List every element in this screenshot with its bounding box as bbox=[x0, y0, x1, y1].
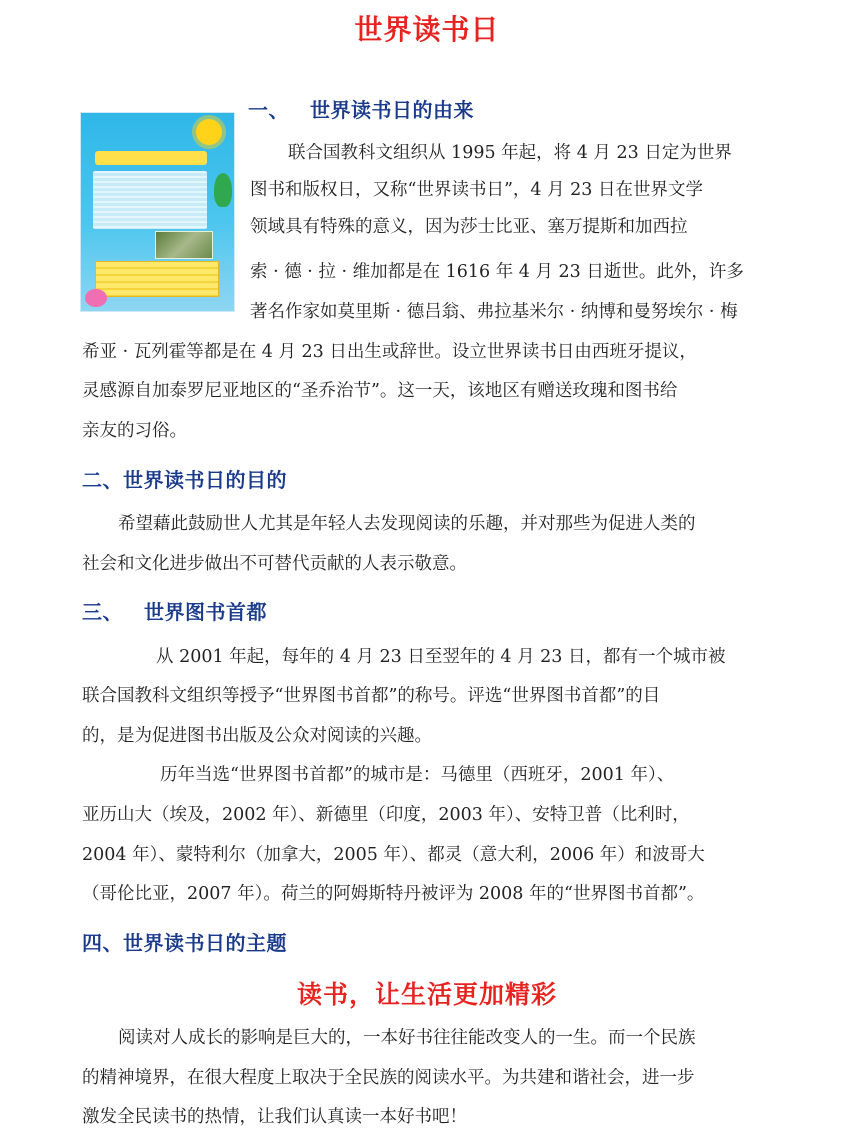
section-number: 一、 bbox=[248, 98, 289, 122]
poster-banner bbox=[95, 151, 207, 165]
paragraph-line: 领域具有特殊的意义，因为莎士比亚、塞万提斯和加西拉 bbox=[250, 217, 688, 237]
poster-text-block bbox=[93, 171, 207, 229]
poster-photo bbox=[155, 231, 213, 259]
section-heading-text: 世界读书日的由来 bbox=[310, 98, 474, 122]
theme-title: 读书，让生活更加精彩 bbox=[296, 980, 557, 1009]
section-heading-3 bbox=[82, 596, 267, 625]
poster-image bbox=[80, 112, 235, 312]
paragraph-line: 联合国教科文组织等授予“世界图书首都”的称号。评选“世界图书首都”的目 bbox=[82, 686, 661, 706]
section-heading-4 bbox=[82, 927, 287, 956]
section-number: 三、 bbox=[82, 600, 123, 624]
paragraph-line: 亲友的习俗。 bbox=[82, 421, 187, 441]
paragraph-line: 希望藉此鼓励世人尤其是年轻人去发现阅读的乐趣，并对那些为促进人类的 bbox=[118, 514, 696, 534]
paragraph-line: 历年当选“世界图书首都”的城市是：马德里（西班牙，2001 年）、 bbox=[160, 765, 675, 785]
paragraph-line: 激发全民读书的热情，让我们认真读一本好书吧！ bbox=[82, 1107, 467, 1127]
paragraph-line: 的精神境界，在很大程度上取决于全民族的阅读水平。为共建和谐社会，进一步 bbox=[82, 1068, 695, 1088]
flower-icon bbox=[85, 289, 107, 307]
section-heading-1 bbox=[248, 94, 474, 123]
paragraph-line: 索 · 德 · 拉 · 维加都是在 1616 年 4 月 23 日逝世。此外，许多 bbox=[250, 262, 744, 282]
paragraph-line: 阅读对人成长的影响是巨大的，一本好书往往能改变人的一生。而一个民族 bbox=[118, 1028, 696, 1048]
paragraph-line: 联合国教科文组织从 1995 年起，将 4 月 23 日定为世界 bbox=[288, 143, 732, 163]
section-heading-2 bbox=[82, 464, 287, 493]
section-heading-text: 世界读书日的目的 bbox=[123, 468, 287, 492]
sun-icon bbox=[196, 119, 222, 145]
paragraph-line: 的，是为促进图书出版及公众对阅读的兴趣。 bbox=[82, 726, 432, 746]
paragraph-line: 希亚 · 瓦列霍等都是在 4 月 23 日出生或辞世。设立世界读书日由西班牙提议， bbox=[82, 342, 697, 362]
poster-table bbox=[95, 261, 219, 297]
paragraph-line: 灵感源自加泰罗尼亚地区的“圣乔治节”。这一天，该地区有赠送玫瑰和图书给 bbox=[82, 381, 678, 401]
paragraph-line: （哥伦比亚，2007 年）。荷兰的阿姆斯特丹被评为 2008 年的“世界图书首都”。 bbox=[82, 884, 705, 904]
paragraph-line: 图书和版权日，又称“世界读书日”，4 月 23 日在世界文学 bbox=[250, 180, 703, 200]
paragraph-line: 从 2001 年起，每年的 4 月 23 日至翌年的 4 月 23 日，都有一个城市被 bbox=[156, 647, 726, 667]
section-heading-text: 世界图书首都 bbox=[144, 600, 267, 624]
section-number: 四、 bbox=[82, 931, 123, 955]
paragraph-line: 2004 年）、蒙特利尔（加拿大，2005 年）、都灵（意大利，2006 年）和波哥大 bbox=[82, 845, 705, 865]
paragraph-line: 著名作家如莫里斯 · 德吕翁、弗拉基米尔 · 纳博和曼努埃尔 · 梅 bbox=[250, 302, 738, 322]
section-number: 二、 bbox=[82, 468, 123, 492]
tree-icon bbox=[214, 173, 232, 207]
page-title: 世界读书日 bbox=[354, 13, 500, 46]
paragraph-line: 社会和文化进步做出不可替代贡献的人表示敬意。 bbox=[82, 554, 467, 574]
paragraph-line: 亚历山大（埃及，2002 年）、新德里（印度，2003 年）、安特卫普（比利时， bbox=[82, 805, 690, 825]
section-heading-text: 世界读书日的主题 bbox=[123, 931, 287, 955]
